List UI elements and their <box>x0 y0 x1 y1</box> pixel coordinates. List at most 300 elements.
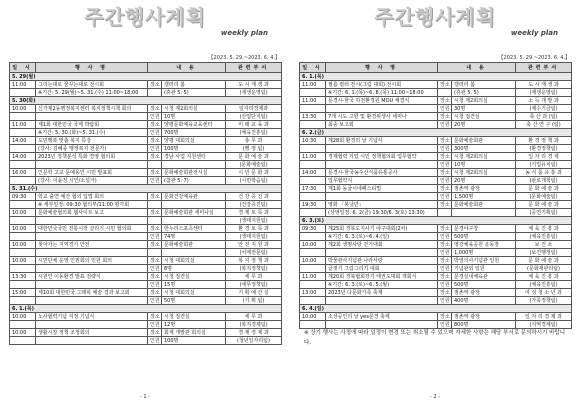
event-cell <box>326 249 438 257</box>
content-label-cell: 장소 <box>438 257 452 265</box>
table-row <box>10 209 282 217</box>
event-cell: 노사협력기념 지정 기념식 <box>36 313 148 321</box>
department-cell: 복 지 정 책 과 <box>226 257 282 265</box>
event-cell: ※ 세부일정: 09:30 협의부/11:00 평가회 <box>36 201 148 209</box>
content-label-cell: 장소 <box>438 185 452 193</box>
time-cell <box>10 129 36 137</box>
content-cell: 문화예술회관 <box>452 201 516 209</box>
event-cell: (강사: 이윤정 시인/소설가) <box>36 177 148 185</box>
department-cell: 문 화 예 술 과 <box>516 257 572 265</box>
content-cell: 시청 접견실 <box>162 273 226 281</box>
department-cell: 여 성 청 소 년 과 <box>516 289 572 297</box>
department-cell: 일 자 리 경 제 <box>516 153 572 161</box>
content-label-cell: 장소 <box>438 313 452 321</box>
time-cell <box>300 89 326 97</box>
department-cell: (문화예술팀) <box>226 161 282 169</box>
table-row <box>300 113 572 121</box>
schedule-body <box>300 73 572 329</box>
content-cell: 시청 대회의실 <box>162 257 226 265</box>
department-cell: 일 자 리 경 제 과 <box>516 313 572 321</box>
event-cell <box>36 249 148 257</box>
content-cell: 갤러리 봄 <box>452 81 516 89</box>
content-label-cell: 장소 <box>148 137 162 145</box>
table-row <box>10 281 282 289</box>
table-row <box>10 161 282 169</box>
department-cell: 체 육 진 흥 과 <box>516 225 572 233</box>
table-row <box>10 193 282 201</box>
department-cell: 건 강 증 진 과 <box>226 193 282 201</box>
time-cell <box>300 105 326 113</box>
document-subtitle: weekly plan <box>220 29 268 37</box>
content-cell <box>162 217 226 225</box>
date-label: 5. 30(화) <box>10 97 282 105</box>
table-row <box>300 297 572 305</box>
content-cell: (휴관 5. 5) <box>162 89 226 97</box>
content-cell: 문화예술회관 <box>452 137 516 145</box>
content-cell: 영강체육공원 운동장 <box>452 241 516 249</box>
department-cell: 시 민 문 화 과 <box>226 169 282 177</box>
content-label-cell: 인원 <box>148 233 162 241</box>
table-row <box>300 97 572 105</box>
content-cell: 문경야구장 <box>452 225 516 233</box>
content-cell: 500명 <box>452 233 516 241</box>
content-label-cell: 인원 <box>148 145 162 153</box>
time-cell: 11:00 <box>300 97 326 105</box>
date-row <box>10 185 282 193</box>
table-row <box>10 153 282 161</box>
department-cell: (공연기획팀) <box>516 209 572 217</box>
content-label-cell: 장소 <box>438 201 452 209</box>
date-row <box>300 305 572 313</box>
header-datetime: 일 시 <box>10 63 36 73</box>
content-cell: 400명 <box>452 297 516 305</box>
content-cell: 회계 개발관 회의실 <box>162 329 226 337</box>
table-row <box>10 297 282 305</box>
content-label-cell: 장소 <box>148 209 162 217</box>
content-label-cell: 인원 <box>148 321 162 329</box>
time-cell: 14:00 <box>300 169 326 177</box>
content-label-cell <box>148 217 162 225</box>
department-cell: (문화예술팀) <box>516 193 572 201</box>
table-row <box>300 209 572 217</box>
content-cell: 10명 <box>452 161 516 169</box>
content-label-cell <box>438 89 452 97</box>
content-label-cell <box>148 201 162 209</box>
time-cell: 10:00 <box>300 257 326 265</box>
time-cell <box>10 161 36 169</box>
time-cell: 10:00 <box>10 257 36 265</box>
date-row <box>300 217 572 225</box>
table-row <box>300 201 572 209</box>
time-cell: 10:00 <box>10 209 36 217</box>
date-label: 6. 4.(일) <box>300 305 572 313</box>
department-cell: (보건행정팀) <box>516 249 572 257</box>
event-cell: 글짓기 그림그리기 대회 <box>326 265 438 273</box>
table-row <box>300 177 572 185</box>
table-row <box>300 233 572 241</box>
table-row <box>10 257 282 265</box>
department-cell: 기 획 예 산 실 <box>226 289 282 297</box>
content-cell: 12명 <box>162 321 226 329</box>
content-cell: 문경실내체육관 <box>452 273 516 281</box>
department-cell: 안 전 지 원 과 <box>226 241 282 249</box>
header-datetime: 일 시 <box>300 63 326 73</box>
time-cell <box>300 209 326 217</box>
table-row <box>10 329 282 337</box>
event-cell: 제25회 경북도지사기 야구대회(2차) <box>326 225 438 233</box>
time-cell: 15:00 <box>10 289 36 297</box>
department-cell: 문 화 예 술 과 <box>516 185 572 193</box>
table-header-row <box>10 63 282 73</box>
event-cell: 문화예술협의회 웹사이트 보고 <box>36 209 148 217</box>
time-cell: 11:00 <box>300 81 326 89</box>
department-cell: 보 건 소 <box>516 241 572 249</box>
event-cell <box>326 297 438 305</box>
content-cell: 15명 <box>162 281 226 289</box>
table-row <box>300 265 572 273</box>
event-cell: 인문학 고교 문예동인 시민 발표회 <box>36 169 148 177</box>
time-cell <box>10 113 36 121</box>
time-cell: 11:00 <box>300 273 326 281</box>
date-label: 6. 1.(목) <box>300 73 572 81</box>
table-row <box>10 121 282 129</box>
event-cell: 박물관사기념관 나라사랑 <box>326 257 438 265</box>
department-cell: (재생운영팀) <box>226 89 282 97</box>
table-row <box>10 241 282 249</box>
table-row <box>300 153 572 161</box>
event-cell <box>36 217 148 225</box>
department-cell: (문화재관리팀) <box>516 265 572 273</box>
content-cell: (휴관 5. 5) <box>452 89 516 97</box>
table-row <box>10 321 282 329</box>
time-cell <box>300 297 326 305</box>
department-cell: 문 화 예 술 과 <box>516 201 572 209</box>
table-row <box>10 265 282 273</box>
date-row <box>300 129 572 137</box>
content-label-cell: 인원 <box>438 161 452 169</box>
table-row <box>10 289 282 297</box>
department-cell: (체육진흥팀) <box>516 281 572 289</box>
event-cell <box>326 145 438 153</box>
content-cell: 시청 제2회의실 <box>452 153 516 161</box>
content-label-cell <box>438 209 452 217</box>
table-row <box>10 273 282 281</box>
time-cell <box>300 177 326 185</box>
table-row <box>300 241 572 249</box>
content-cell <box>162 161 226 169</box>
department-cell: 미 래 교 육 과 <box>226 121 282 129</box>
event-cell <box>36 233 148 241</box>
department-cell: 경 제 경 제 과 <box>226 329 282 337</box>
table-row <box>10 113 282 121</box>
department-cell: 문 화 예 술 과 <box>226 153 282 161</box>
content-label-cell: 인원 <box>438 281 452 289</box>
time-cell <box>10 201 36 209</box>
event-cell: ※기간: 5. 29(월)~5. 31.(수) 11:00~18:00 <box>36 89 148 97</box>
content-label-cell: 인원 <box>438 249 452 257</box>
content-label-cell: 장소 <box>148 193 162 201</box>
event-cell <box>36 161 148 169</box>
date-label: 6. 3.(토) <box>300 217 572 225</box>
table-row <box>10 81 282 89</box>
department-cell: 환 경 토 목 과 <box>226 225 282 233</box>
content-cell: 700명 <box>162 129 226 137</box>
header-event: 행 사 명 <box>36 63 148 73</box>
department-cell: (체육진흥팀) <box>226 129 282 137</box>
time-cell <box>10 217 36 225</box>
time-cell: 13:30 <box>10 273 36 281</box>
content-cell: 500명 <box>452 281 516 289</box>
date-row <box>10 97 282 105</box>
content-label-cell: 인원 <box>438 177 452 185</box>
table-row <box>10 177 282 185</box>
time-cell <box>300 145 326 153</box>
event-cell: ※기간: 5. 30.(화)~5. 31.(수) <box>36 129 148 137</box>
table-row <box>300 105 572 113</box>
table-row <box>300 89 572 97</box>
time-cell <box>10 89 36 97</box>
content-cell: 갤러리 봄 <box>162 81 226 89</box>
content-cell: 20명 <box>452 177 516 185</box>
department-cell: 축 산 과 (팀) <box>516 113 572 121</box>
event-cell: 학교 출연 예산 협의 입법 회의 <box>36 193 148 201</box>
table-row <box>300 81 572 89</box>
content-label-cell: 인원 <box>438 145 452 153</box>
content-cell: 시청 접견실 <box>452 113 516 121</box>
department-cell: (환경정책팀) <box>516 145 572 153</box>
time-cell <box>10 233 36 241</box>
date-label: 5. 31.(수) <box>10 185 282 193</box>
content-label-cell: 장소 <box>148 257 162 265</box>
content-label-cell: 장소 <box>148 121 162 129</box>
department-cell: (재생운영팀) <box>516 89 572 97</box>
date-row <box>10 73 282 81</box>
time-cell <box>10 321 36 329</box>
event-cell <box>36 113 148 121</box>
content-cell: 1,000명 <box>452 249 516 257</box>
content-label-cell: 장소 <box>438 81 452 89</box>
content-cell: 시청 대회의실 <box>162 289 226 297</box>
page-2 <box>290 0 580 410</box>
event-cell: 필름 컬러 전시(그림 대회) 전시회 <box>326 81 438 89</box>
time-cell: 10:00 <box>300 313 326 321</box>
date-row <box>300 73 572 81</box>
content-cell: 300명 <box>452 145 516 153</box>
time-cell <box>300 281 326 289</box>
table-row <box>300 121 572 129</box>
table-row <box>300 145 572 153</box>
event-cell <box>36 265 148 273</box>
time-cell: 09:30 <box>300 225 326 233</box>
header-event: 행 사 명 <box>326 63 438 73</box>
content-cell: 점촌역 광장 <box>452 289 516 297</box>
event-cell: 최종 보고회 <box>326 121 438 129</box>
event-cell <box>36 297 148 305</box>
event-cell: 찾아가는 지역경기 안전 <box>36 241 148 249</box>
content-cell: 20명 <box>452 121 516 129</box>
content-cell: 50명 <box>162 297 226 305</box>
content-cell: 문화건강체육관 <box>162 193 226 201</box>
schedule-body <box>10 73 282 345</box>
table-row <box>10 249 282 257</box>
content-label-cell: 인원 <box>438 297 452 305</box>
department-cell: 일자리경제과 <box>226 105 282 113</box>
event-cell: 제1회 대한민국 국제 박람회 <box>36 121 148 129</box>
time-cell: 11:00 <box>10 121 36 129</box>
event-cell: 소상공인의 날 yes문경 축제 <box>326 313 438 321</box>
time-cell: 16:00 <box>10 169 36 177</box>
table-row <box>300 137 572 145</box>
page-number: - 2 - <box>430 394 440 400</box>
date-label: 6. 2.(금) <box>300 129 572 137</box>
time-cell: 10:00 <box>10 225 36 233</box>
content-label-cell: 장소 <box>148 81 162 89</box>
department-cell: (복지정책팀) <box>226 265 282 273</box>
event-cell <box>326 193 438 201</box>
department-cell: (시민학습팀) <box>226 177 282 185</box>
header-content: 내 용 <box>148 63 226 73</box>
table-row <box>10 129 282 137</box>
content-label-cell: 인원 <box>148 281 162 289</box>
event-cell: 제28회 환경의 날 기념식 <box>326 137 438 145</box>
department-cell: 도 시 재 생 과 <box>516 81 572 89</box>
content-label-cell <box>148 249 162 257</box>
department-cell: (지역경제팀) <box>516 321 572 329</box>
table-row <box>10 169 282 177</box>
schedule-table <box>299 62 572 329</box>
content-label-cell <box>148 89 162 97</box>
event-cell: 대한민국국민 전통시장 살리기 시민 협의회 <box>36 225 148 233</box>
content-cell: 양평 대회의실 <box>162 137 226 145</box>
content-label-cell: 인원 <box>148 337 162 345</box>
content-label-cell: 장소 <box>438 97 452 105</box>
event-cell: 업무협약식 <box>326 177 438 185</box>
content-label-cell: 인원 <box>148 265 162 273</box>
event-cell: 그리는대로 꿈꾸는대로 전시회 <box>36 81 148 89</box>
event-cell: ※기간: 6. 3.(토)~6. 4.(일) <box>326 233 438 241</box>
content-cell <box>162 201 226 209</box>
department-cell: 세 무 과 <box>226 273 282 281</box>
content-cell: 100명 <box>162 337 226 345</box>
department-cell: (제수기금팀) <box>516 105 572 113</box>
content-label-cell: 장소 <box>148 241 162 249</box>
time-cell <box>10 297 36 305</box>
content-cell: 74명 <box>162 233 226 241</box>
content-cell: 시청 접견실 <box>162 313 226 321</box>
time-cell <box>300 193 326 201</box>
time-cell: 14:00 <box>10 153 36 161</box>
event-cell: 시민단체 운영 인권회의 민원 회의 <box>36 257 148 265</box>
content-label-cell: 장소 <box>438 137 452 145</box>
table-row <box>10 233 282 241</box>
date-label: 6. 1.(목) <box>10 305 282 313</box>
content-cell: 문화예술회관전시실 <box>162 169 226 177</box>
department-cell: 총 무 과 <box>226 137 282 145</box>
table-row <box>10 201 282 209</box>
content-label-cell: 장소 <box>438 113 452 121</box>
content-label-cell: 장소 <box>438 153 452 161</box>
time-cell: 11:00 <box>300 153 326 161</box>
event-cell: 생활시장 정책 조정회의 <box>36 329 148 337</box>
table-row <box>10 137 282 145</box>
department-cell: (건강증진팀) <box>226 201 282 209</box>
time-cell <box>10 177 36 185</box>
event-cell: 2023년 다문화가족 축제 <box>326 289 438 297</box>
content-label-cell: 인원 <box>148 113 162 121</box>
content-cell: (참관 5. 7) <box>162 177 226 185</box>
table-row <box>300 289 572 297</box>
content-label-cell: 장소 <box>438 273 452 281</box>
event-cell: 제2회 생명사랑 걷기대회 <box>326 241 438 249</box>
header-department: 관련부서 <box>226 63 282 73</box>
content-label-cell: 장소 <box>148 289 162 297</box>
period-label: 【2023. 5. 29.~2023. 6. 4.】 <box>208 55 280 61</box>
content-label-cell: 장소 <box>148 153 162 161</box>
time-cell: 10:00 <box>10 241 36 249</box>
content-cell: 문화예술회관 세미나실 <box>162 209 226 217</box>
event-cell <box>36 321 148 329</box>
department-cell: 축 산 연 구 (팀) <box>516 121 572 129</box>
event-cell: 문경시-한국농수산식품유통공사 <box>326 169 438 177</box>
time-cell: 14:00 <box>10 137 36 145</box>
time-cell: 11:00 <box>10 81 36 89</box>
content-label-cell: 인원 <box>148 129 162 137</box>
time-cell <box>10 281 36 289</box>
content-cell: 800명 <box>452 321 516 329</box>
time-cell <box>10 265 36 273</box>
table-row <box>10 145 282 153</box>
header-content: 내 용 <box>438 63 516 73</box>
department-cell: (기업유치팀) <box>516 161 572 169</box>
department-cell: (행 정 팀) <box>226 145 282 153</box>
event-cell: ※기간: 6. 3.(토)~6. 5.(월) <box>326 281 438 289</box>
department-cell: (가족정책팀) <box>516 297 572 305</box>
table-row <box>10 225 282 233</box>
content-cell: 시청 제2회의실 <box>452 169 516 177</box>
event-cell: 신가제2동행정복지센터 복지정책시책 회의 <box>36 105 148 113</box>
content-label-cell: 장소 <box>438 225 452 233</box>
content-cell: 박열의사기념관 일원 <box>452 257 516 265</box>
time-cell <box>300 249 326 257</box>
time-cell: 09:30 <box>10 193 36 201</box>
table-row <box>10 313 282 321</box>
time-cell <box>300 121 326 129</box>
table-row <box>300 257 572 265</box>
department-cell: (치매전문팀) <box>226 249 282 257</box>
department-cell: 경 제 토 목 과 <box>226 209 282 217</box>
table-row <box>300 193 572 201</box>
department-cell: 농 식 품 유 통 과 <box>516 169 572 177</box>
content-label-cell: 인원 <box>438 193 452 201</box>
table-row <box>300 185 572 193</box>
content-label-cell: 장소 <box>148 105 162 113</box>
time-cell: 10:30 <box>300 137 326 145</box>
content-label-cell: 인원 <box>438 265 452 273</box>
event-cell: 문경시-한국 하천환경원 MOU 체결식 <box>326 97 438 105</box>
document-title: 주간행사계획 <box>374 5 496 29</box>
event-cell: (강사: 김혜종 행정복지 전문가) <box>36 145 148 153</box>
time-cell <box>300 265 326 273</box>
table-row <box>300 161 572 169</box>
content-cell: 30명 <box>452 105 516 113</box>
content-label-cell: 장소 <box>148 329 162 337</box>
event-cell <box>36 281 148 289</box>
content-label-cell: 인원 <box>438 105 452 113</box>
period-label: 【2023. 5. 29.~2023. 6. 4.】 <box>498 55 570 61</box>
time-cell <box>300 233 326 241</box>
table-row <box>10 217 282 225</box>
content-label-cell: 장소 <box>438 241 452 249</box>
